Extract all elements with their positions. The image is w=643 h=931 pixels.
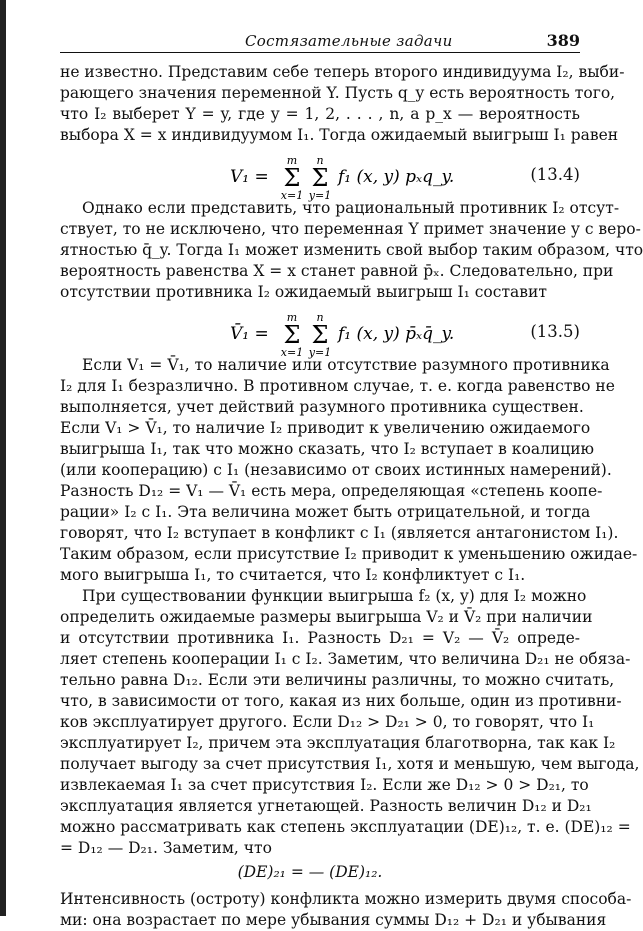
text-line: что I₂ выберет Y = y, где y = 1, 2, . . . , n, а p_x — вероятность bbox=[60, 105, 580, 123]
text-line: получает выгоду за счет присутствия I₁, хотя и меньшую, чем выгода, bbox=[60, 755, 640, 773]
text-line: отсутствии противника I₂ ожидаемый выигрыш I₁ составит bbox=[60, 283, 547, 301]
text-line: тельно равна D₁₂. Если эти величины различны, то можно считать, bbox=[60, 671, 615, 689]
eq-body: f₁ (x, y) p̄ₓq̄_y. bbox=[338, 324, 455, 344]
page-binding-edge bbox=[0, 0, 6, 916]
equation-number: (13.5) bbox=[530, 322, 580, 341]
sigma-symbol: Σ bbox=[311, 321, 329, 349]
sigma-symbol: Σ bbox=[283, 321, 301, 349]
text-line: ляет степень кооперации I₁ с I₂. Заметим, что величина D₂₁ не обяза- bbox=[60, 650, 631, 668]
text-line: рации» I₂ с I₁. Эта величина может быть отрицательной, и тогда bbox=[60, 503, 591, 521]
text-line: не известно. Представим себе теперь второго индивидуума I₂, выби- bbox=[60, 63, 625, 81]
text-line: Если V₁ > V̄₁, то наличие I₂ приводит к увеличению ожидаемого bbox=[60, 419, 591, 437]
equation-formula bbox=[230, 305, 510, 361]
equation-13-5 bbox=[60, 305, 580, 361]
page-number: 389 bbox=[546, 31, 580, 50]
text-line: ствует, то не исключено, что переменная Y примет значение y с веро- bbox=[60, 220, 641, 238]
sum-upper: n bbox=[316, 154, 324, 167]
running-header bbox=[60, 30, 580, 53]
sum-lower: x=1 bbox=[280, 189, 304, 202]
text-line: вероятность равенства X = x станет равной p̄ₓ. Следовательно, при bbox=[60, 262, 614, 280]
text-line: (или кооперацию) с I₁ (независимо от своих истинных намерений). bbox=[60, 461, 612, 479]
eq-lhs: V₁ = bbox=[230, 167, 269, 187]
text-line: Таким образом, если присутствие I₂ приводит к уменьшению ожидае- bbox=[60, 545, 638, 563]
text-line: = D₁₂ — D₂₁. Заметим, что bbox=[60, 839, 272, 857]
text-line: выигрыша I₁, так что можно сказать, что I₂ вступает в коалицию bbox=[60, 440, 595, 458]
text-line: эксплуатирует I₂, причем эта эксплуатация благотворна, так как I₂ bbox=[60, 734, 616, 752]
sum-lower: x=1 bbox=[280, 346, 304, 359]
text-line: эксплуатация является угнетающей. Разность величин D₁₂ и D₂₁ bbox=[60, 797, 592, 815]
text-line: Однако если представить, что рациональный противник I₂ отсут- bbox=[82, 199, 620, 217]
sum-upper: n bbox=[316, 311, 324, 324]
text-line: ков эксплуатирует другого. Если D₁₂ > D₂₁ > 0, то говорят, что I₁ bbox=[60, 713, 595, 731]
text-line: Интенсивность (остроту) конфликта можно измерить двумя способа- bbox=[60, 890, 632, 908]
equation-de: (DE)₂₁ = — (DE)₁₂. bbox=[237, 863, 383, 881]
eq-body: f₁ (x, y) pₓq_y. bbox=[338, 167, 455, 187]
text-line: I₂ для I₁ безразлично. В противном случае, т. е. когда равенство не bbox=[60, 377, 615, 395]
equation-formula bbox=[230, 148, 510, 204]
text-line: определить ожидаемые размеры выигрыша V₂ и V̄₂ при наличии bbox=[60, 608, 593, 626]
text-line: Если V₁ = V̄₁, то наличие или отсутствие разумного противника bbox=[82, 356, 610, 374]
text-line: рающего значения переменной Y. Пусть q_y есть вероятность того, bbox=[60, 84, 616, 102]
text-line: ми: она возрастает по мере убывания суммы D₁₂ + D₂₁ и убывания bbox=[60, 911, 607, 929]
text-line: говорят, что I₂ вступает в конфликт с I₁ (является антагонистом I₁). bbox=[60, 524, 619, 542]
text-line: и отсутствии противника I₁. Разность D₂₁ = V₂ — V̄₂ опреде- bbox=[60, 629, 580, 647]
sum-upper: m bbox=[286, 311, 298, 324]
text-line: Разность D₁₂ = V₁ — V̄₁ есть мера, определяющая «степень коопе- bbox=[60, 482, 603, 500]
text-line: что, в зависимости от того, какая из них больше, один из противни- bbox=[60, 692, 622, 710]
running-title: Состязательные задачи bbox=[245, 32, 453, 50]
text-line: извлекаемая I₁ за счет присутствия I₂. Если же D₁₂ > 0 > D₂₁, то bbox=[60, 776, 589, 794]
text-line: При существовании функции выигрыша f₂ (x, y) для I₂ можно bbox=[82, 587, 587, 605]
text-line: мого выигрыша I₁, то считается, что I₂ конфликтует с I₁. bbox=[60, 566, 526, 584]
sigma-symbol: Σ bbox=[311, 164, 329, 192]
equation-number: (13.4) bbox=[530, 165, 580, 184]
text-line: выбора X = x индивидуумом I₁. Тогда ожидаемый выигрыш I₁ равен bbox=[60, 126, 619, 144]
text-line: ятностью q̄_y. Тогда I₁ может изменить свой выбор таким образом, что bbox=[60, 241, 643, 259]
eq-lhs: V̄₁ = bbox=[230, 324, 269, 344]
sum-upper: m bbox=[286, 154, 298, 167]
equation-13-4 bbox=[60, 148, 580, 204]
formula-svg bbox=[230, 148, 510, 204]
sum-lower: y=1 bbox=[308, 346, 332, 359]
text-line: можно рассматривать как степень эксплуатации (DE)₁₂, т. е. (DE)₁₂ = bbox=[60, 818, 631, 836]
formula-svg bbox=[230, 305, 510, 361]
text-line: выполняется, учет действий разумного противника существен. bbox=[60, 398, 584, 416]
sigma-symbol: Σ bbox=[283, 164, 301, 192]
sum-lower: y=1 bbox=[308, 189, 332, 202]
